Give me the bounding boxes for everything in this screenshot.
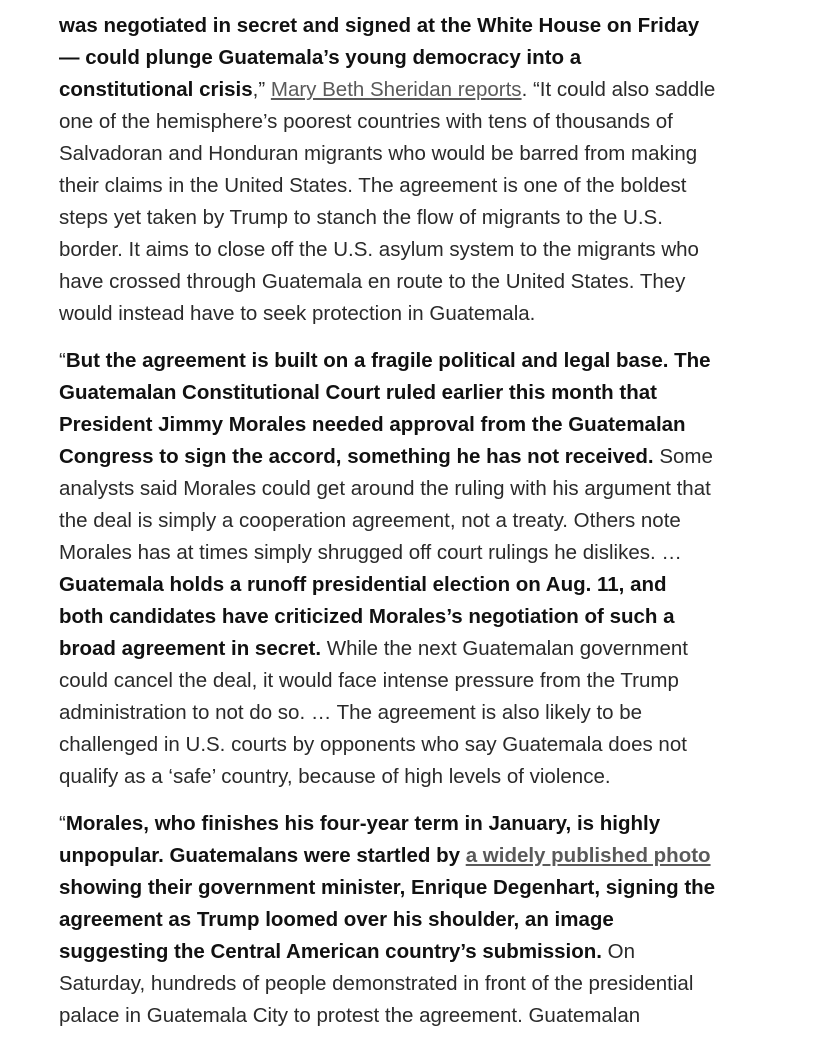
text-line bbox=[59, 10, 771, 42]
bold-text: suggesting the Central American country’s submission. bbox=[59, 940, 602, 963]
body-text: Salvadoran and Honduran migrants who would be barred from making bbox=[59, 142, 698, 165]
body-text: their claims in the United States. The agreement is one of the boldest bbox=[59, 174, 687, 197]
body-text: Saturday, hundreds of people demonstrated in front of the presidential bbox=[59, 972, 694, 995]
text-line bbox=[59, 441, 771, 473]
text-line bbox=[59, 345, 771, 377]
body-text: Morales has at times simply shrugged off court rulings he dislikes. … bbox=[59, 541, 682, 564]
bold-text: agreement as Trump loomed over his shoulder, an image bbox=[59, 908, 614, 931]
text-line bbox=[59, 569, 771, 601]
text-line bbox=[59, 266, 771, 298]
bold-text: was negotiated in secret and signed at the White House on Friday bbox=[59, 14, 700, 37]
bold-text: Morales, who finishes his four-year term in January, is highly bbox=[65, 812, 661, 835]
body-text: qualify as a ‘safe’ country, because of high levels of violence. bbox=[59, 765, 611, 788]
bold-text: both candidates have criticized Morales’s negotiation of such a bbox=[59, 605, 675, 628]
article-paragraph bbox=[59, 345, 771, 793]
article-link[interactable]: a widely published photo bbox=[465, 844, 711, 867]
text-line bbox=[59, 1000, 771, 1032]
bold-text: showing their government minister, Enrique Degenhart, signing the bbox=[59, 876, 716, 899]
text-line bbox=[59, 473, 771, 505]
text-line bbox=[59, 537, 771, 569]
text-line bbox=[59, 409, 771, 441]
body-text: steps yet taken by Trump to stanch the flow of migrants to the U.S. bbox=[59, 206, 663, 229]
text-line bbox=[59, 872, 771, 904]
text-line bbox=[59, 729, 771, 761]
bold-text: President Jimmy Morales needed approval from the Guatemalan bbox=[59, 413, 686, 436]
text-line bbox=[59, 968, 771, 1000]
body-text: would instead have to seek protection in Guatemala. bbox=[59, 302, 536, 325]
body-text: “ bbox=[59, 349, 66, 372]
body-text: one of the hemisphere’s poorest countries with tens of thousands of bbox=[59, 110, 673, 133]
text-line bbox=[59, 840, 771, 872]
body-text: the deal is simply a cooperation agreement, not a treaty. Others note bbox=[59, 509, 681, 532]
body-text: “ bbox=[59, 812, 66, 835]
text-line bbox=[59, 601, 771, 633]
article-paragraph bbox=[59, 10, 771, 330]
body-text: could cancel the deal, it would face intense pressure from the Trump bbox=[59, 669, 679, 692]
body-text: On bbox=[601, 940, 636, 963]
body-text: Some bbox=[653, 445, 713, 468]
article-body bbox=[59, 10, 771, 1047]
article-paragraph bbox=[59, 808, 771, 1032]
bold-text: Congress to sign the accord, something he has not received. bbox=[59, 445, 654, 468]
body-text: have crossed through Guatemala en route to the United States. They bbox=[59, 270, 686, 293]
text-line bbox=[59, 170, 771, 202]
body-text: . “It could also saddle bbox=[521, 78, 716, 101]
text-line bbox=[59, 808, 771, 840]
bold-text: But the agreement is built on a fragile political and legal base. The bbox=[65, 349, 711, 372]
text-line bbox=[59, 633, 771, 665]
body-text: challenged in U.S. courts by opponents who say Guatemala does not bbox=[59, 733, 687, 756]
text-line bbox=[59, 74, 771, 106]
bold-text: — could plunge Guatemala’s young democracy into a bbox=[59, 46, 582, 69]
text-line bbox=[59, 697, 771, 729]
article-link[interactable]: Mary Beth Sheridan reports bbox=[270, 78, 522, 101]
text-line bbox=[59, 936, 771, 968]
body-text: administration to not do so. … The agreement is also likely to be bbox=[59, 701, 643, 724]
text-line bbox=[59, 42, 771, 74]
text-line bbox=[59, 665, 771, 697]
body-text: palace in Guatemala City to protest the agreement. Guatemalan bbox=[59, 1004, 641, 1027]
text-line bbox=[59, 298, 771, 330]
bold-text: Guatemala holds a runoff presidential election on Aug. 11, and bbox=[59, 573, 667, 596]
text-line bbox=[59, 377, 771, 409]
bold-text: broad agreement in secret. bbox=[59, 637, 322, 660]
text-line bbox=[59, 202, 771, 234]
bold-text: Guatemalan Constitutional Court ruled earlier this month that bbox=[59, 381, 657, 404]
body-text: While the next Guatemalan government bbox=[321, 637, 688, 660]
text-line bbox=[59, 138, 771, 170]
body-text: analysts said Morales could get around the ruling with his argument that bbox=[59, 477, 711, 500]
body-text: ,” bbox=[252, 78, 271, 101]
text-line bbox=[59, 505, 771, 537]
bold-text: constitutional crisis bbox=[59, 78, 253, 101]
text-line bbox=[59, 761, 771, 793]
text-line bbox=[59, 106, 771, 138]
bold-text: unpopular. Guatemalans were startled by bbox=[59, 844, 466, 867]
text-line bbox=[59, 904, 771, 936]
text-line bbox=[59, 234, 771, 266]
body-text: border. It aims to close off the U.S. asylum system to the migrants who bbox=[59, 238, 699, 261]
